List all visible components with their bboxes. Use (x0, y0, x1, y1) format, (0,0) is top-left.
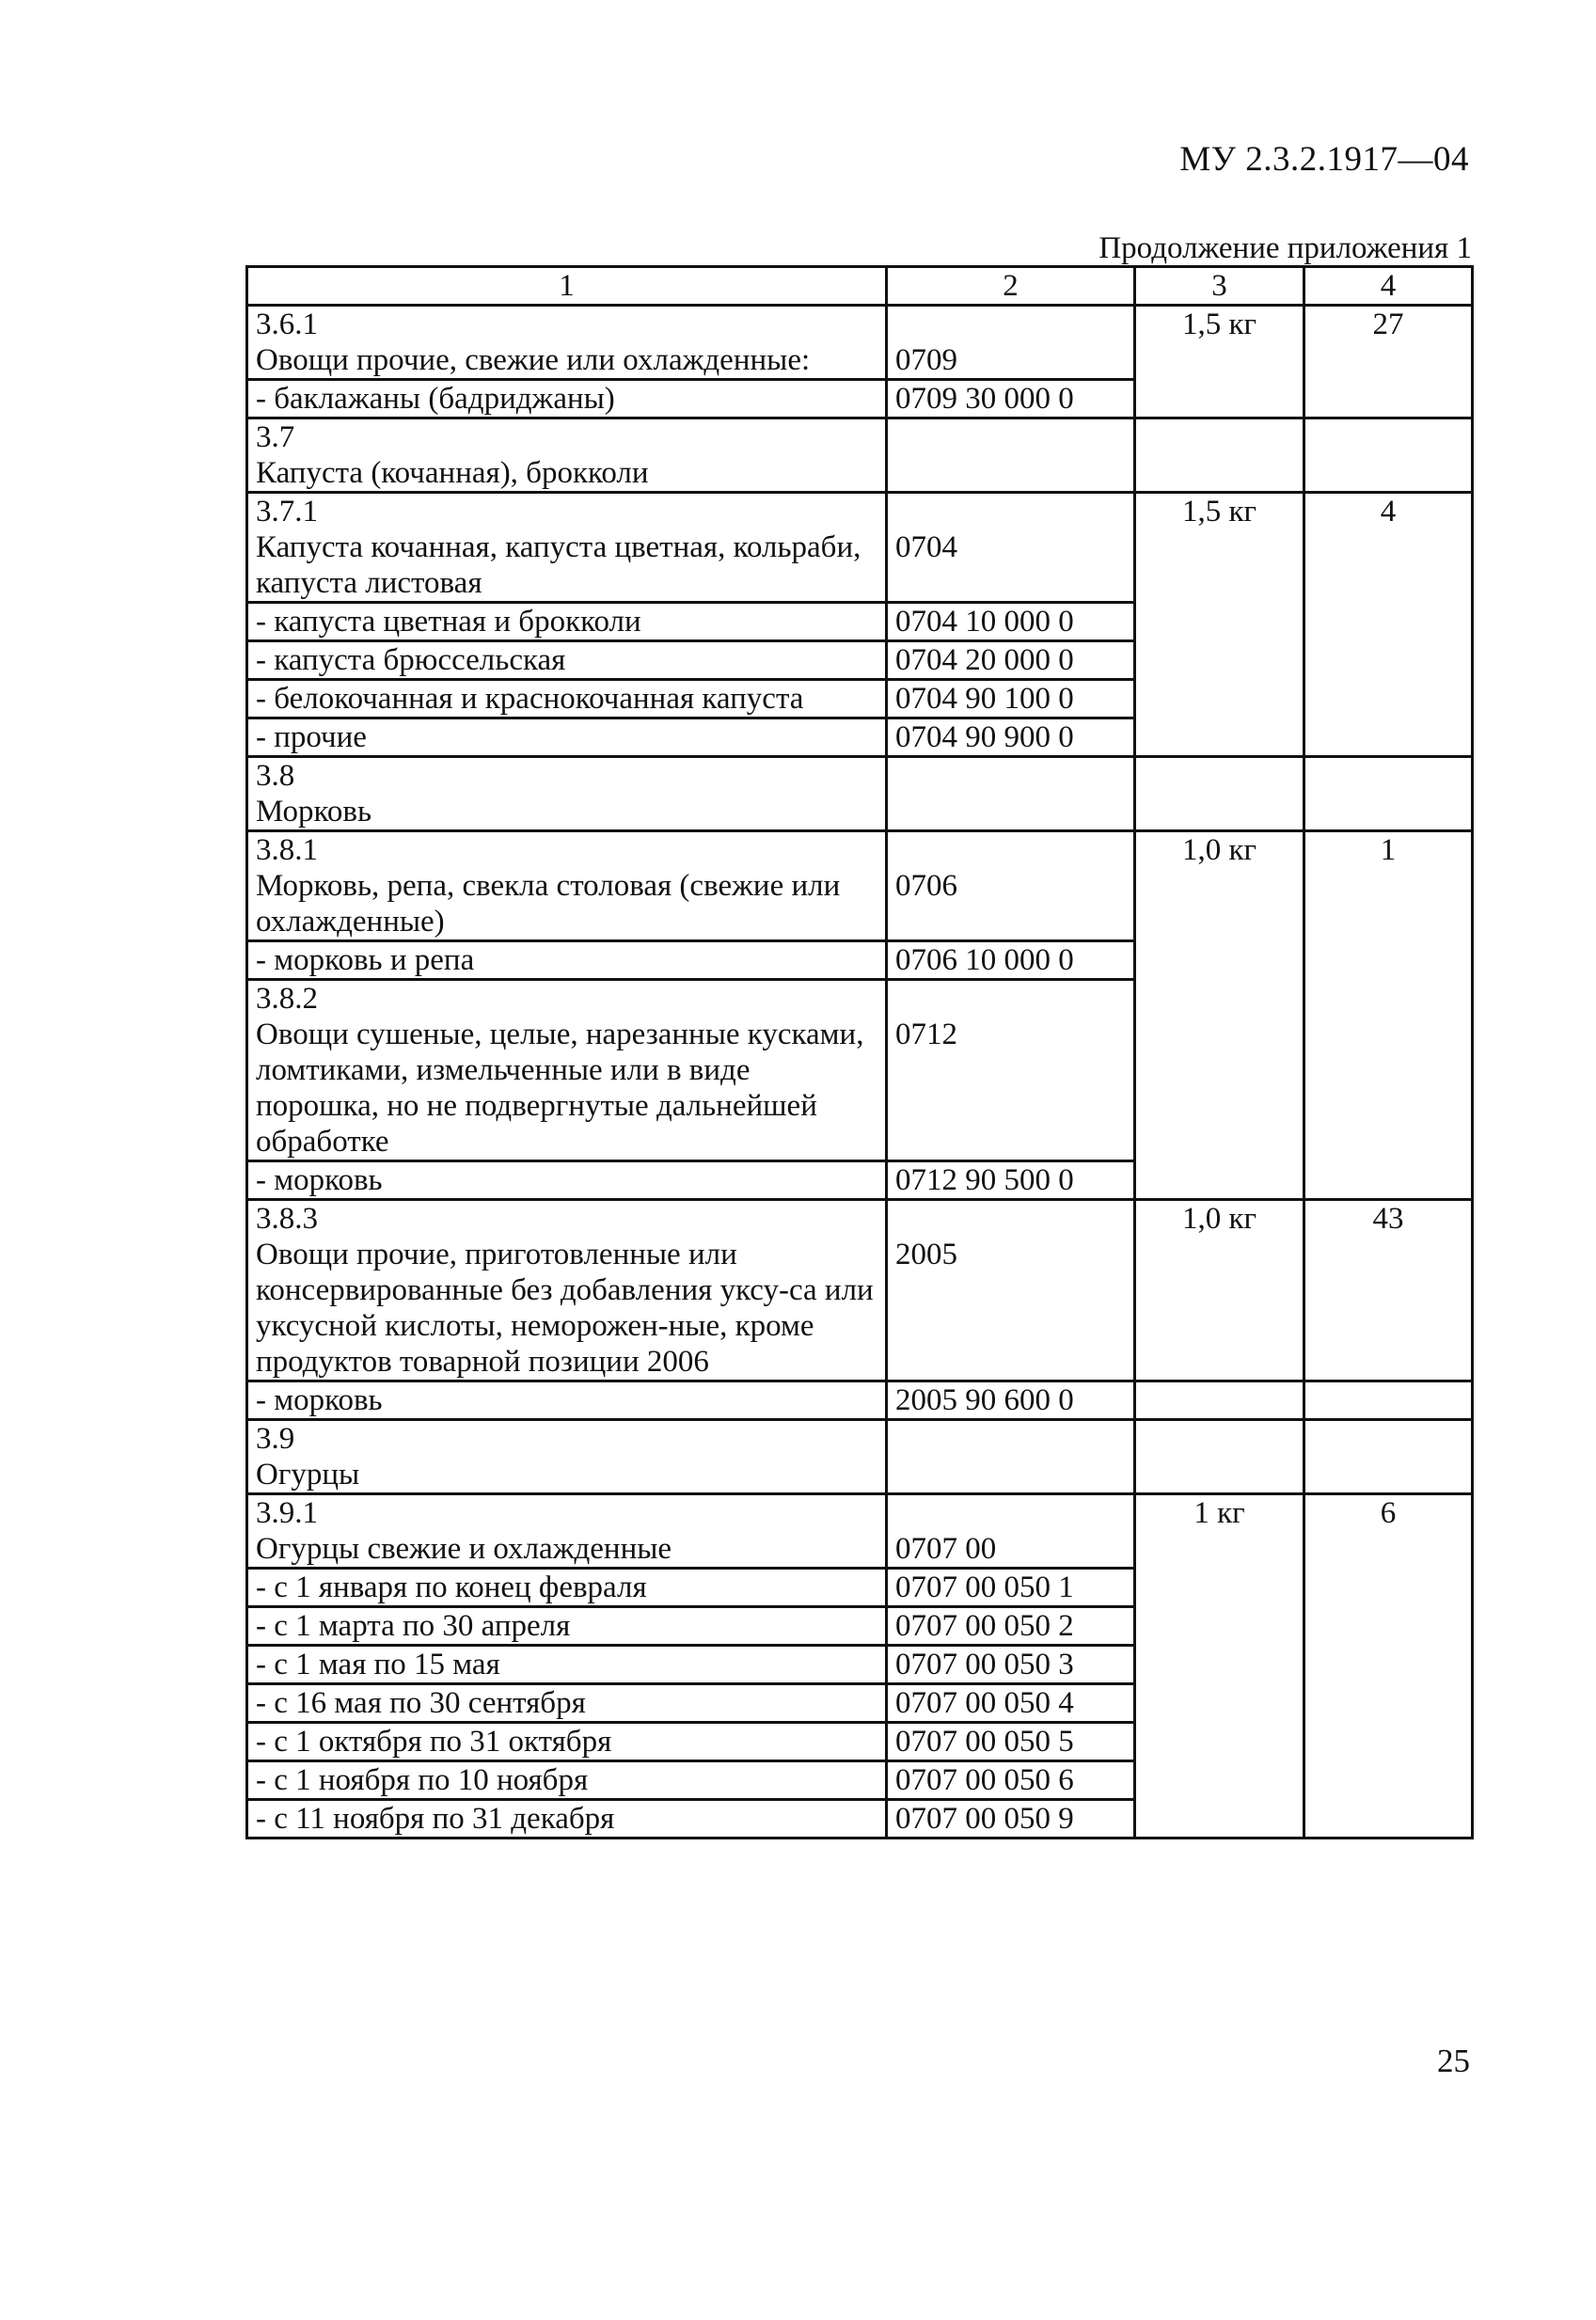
row-description: - капуста брюссельская (247, 641, 887, 680)
column-header-1: 1 (247, 267, 887, 306)
row-code: 0707 00 (887, 1494, 1135, 1569)
row-number (1304, 757, 1473, 831)
table-row (247, 493, 1473, 603)
row-code: 0704 20 000 0 (887, 641, 1135, 680)
row-description: 3.9 Огурцы (247, 1420, 887, 1494)
table-row (247, 757, 1473, 831)
row-description: - с 1 мая по 15 мая (247, 1646, 887, 1684)
row-description: 3.8 Морковь (247, 757, 887, 831)
table-row (247, 418, 1473, 493)
row-description: 3.7 Капуста (кочанная), брокколи (247, 418, 887, 493)
row-quantity: 1,5 кг (1135, 306, 1304, 418)
row-description: 3.9.1 Огурцы свежие и охлажденные (247, 1494, 887, 1569)
row-description: 3.7.1 Капуста кочанная, капуста цветная, кольраби, капуста листовая (247, 493, 887, 603)
table-header-row (247, 267, 1473, 306)
row-number (1304, 1381, 1473, 1420)
row-code: 2005 90 600 0 (887, 1381, 1135, 1420)
row-code: 0707 00 050 9 (887, 1800, 1135, 1839)
row-description: - с 1 октября по 31 октября (247, 1723, 887, 1761)
document-code: МУ 2.3.2.1917—04 (1179, 140, 1469, 179)
row-code: 0709 30 000 0 (887, 380, 1135, 418)
row-number: 43 (1304, 1200, 1473, 1381)
row-quantity: 1,0 кг (1135, 831, 1304, 1200)
row-description: - морковь и репа (247, 941, 887, 980)
row-number: 1 (1304, 831, 1473, 1200)
row-description: - с 11 ноября по 31 декабря (247, 1800, 887, 1839)
row-code: 0707 00 050 3 (887, 1646, 1135, 1684)
row-description: - капуста цветная и брокколи (247, 603, 887, 641)
row-code: 0704 10 000 0 (887, 603, 1135, 641)
row-description: - белокочанная и краснокочанная капуста (247, 680, 887, 718)
row-description: 3.8.3 Овощи прочие, приготовленные или консервированные без добавления уксу-са или уксусной кислоты, неморожен-ные, кроме продуктов товарной позиции 2006 (247, 1200, 887, 1381)
row-code: 0707 00 050 6 (887, 1761, 1135, 1800)
row-quantity (1135, 757, 1304, 831)
column-header-2: 2 (887, 267, 1135, 306)
row-code: 0706 10 000 0 (887, 941, 1135, 980)
row-code (887, 757, 1135, 831)
row-code: 0706 (887, 831, 1135, 941)
row-code: 0709 (887, 306, 1135, 380)
row-description: 3.8.1 Морковь, репа, свекла столовая (свежие или охлажденные) (247, 831, 887, 941)
row-description: - с 16 мая по 30 сентября (247, 1684, 887, 1723)
row-code: 0704 90 900 0 (887, 718, 1135, 757)
row-code: 0707 00 050 1 (887, 1569, 1135, 1607)
row-number: 4 (1304, 493, 1473, 757)
row-code: 0704 90 100 0 (887, 680, 1135, 718)
row-code: 0707 00 050 4 (887, 1684, 1135, 1723)
column-header-3: 3 (1135, 267, 1304, 306)
row-code: 0712 (887, 980, 1135, 1161)
row-number: 27 (1304, 306, 1473, 418)
row-code (887, 1420, 1135, 1494)
row-number (1304, 418, 1473, 493)
row-quantity (1135, 1381, 1304, 1420)
row-description: 3.8.2 Овощи сушеные, целые, нарезанные кусками, ломтиками, измельченные или в виде порошка, но не подвергнутые дальнейшей обработке (247, 980, 887, 1161)
row-quantity (1135, 418, 1304, 493)
page-number: 25 (1437, 2043, 1470, 2079)
table-row (247, 1200, 1473, 1381)
table-row (247, 1494, 1473, 1569)
table-row (247, 306, 1473, 380)
table-row (247, 1381, 1473, 1420)
appendix-table (245, 265, 1474, 1839)
table-row (247, 1420, 1473, 1494)
row-description: - с 1 марта по 30 апреля (247, 1607, 887, 1646)
row-number (1304, 1420, 1473, 1494)
row-description: - прочие (247, 718, 887, 757)
continuation-caption: Продолжение приложения 1 (1098, 231, 1472, 265)
row-code: 0707 00 050 5 (887, 1723, 1135, 1761)
row-description: - морковь (247, 1381, 887, 1420)
row-quantity (1135, 1420, 1304, 1494)
column-header-4: 4 (1304, 267, 1473, 306)
row-description: - с 1 января по конец февраля (247, 1569, 887, 1607)
row-code: 0707 00 050 2 (887, 1607, 1135, 1646)
row-code: 0704 (887, 493, 1135, 603)
row-description: - с 1 ноября по 10 ноября (247, 1761, 887, 1800)
row-number: 6 (1304, 1494, 1473, 1839)
row-description: - морковь (247, 1161, 887, 1200)
row-code: 0712 90 500 0 (887, 1161, 1135, 1200)
row-quantity: 1 кг (1135, 1494, 1304, 1839)
row-code: 2005 (887, 1200, 1135, 1381)
row-description: 3.6.1 Овощи прочие, свежие или охлажденные: (247, 306, 887, 380)
row-quantity: 1,5 кг (1135, 493, 1304, 757)
row-description: - баклажаны (бадриджаны) (247, 380, 887, 418)
row-quantity: 1,0 кг (1135, 1200, 1304, 1381)
table-row (247, 831, 1473, 941)
row-code (887, 418, 1135, 493)
